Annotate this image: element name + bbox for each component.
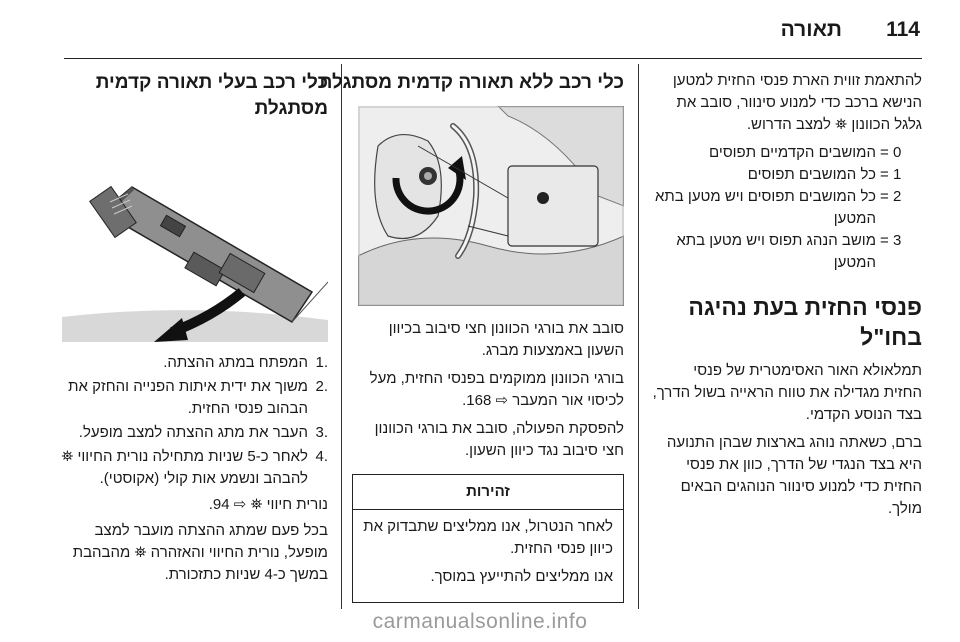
load-level-key: 0 = [880,144,902,161]
header-rule [64,58,922,59]
load-level-list [652,142,922,274]
caution-title: זהירות [353,475,623,510]
step-item [52,352,328,374]
step-number: .4 [315,448,328,465]
headlight-range-intro: להתאמת זווית הארת פנסי החזית למטען הנישא ברכב כדי למנוע סינוור, סובב את גלגל הכוונון ⛯ למצב הדרוש. [672,72,922,133]
headlamp-engine-bay-drawing [358,106,624,306]
turn-signal-lever-illustration [62,142,328,342]
load-level-text: המושבים הקדמיים תפוסים [709,144,876,161]
load-level-item [652,142,922,164]
abroad-paragraph-1: תמלאולא האור האסימטרית של פנסי החזית מגדילה את טווח הראייה בשול הדרך, בצד הנוסע הקדמי. [652,362,922,423]
column-divider-right [638,64,639,609]
adjust-paragraph-3: להפסקת הפעולה, סובב את בורגי הכוונון חצי סיבוב נגד כיוון השעון. [374,420,624,459]
page-number: 114 [886,18,920,41]
abroad-paragraph-2: ברם, כשאתה נוהג בארצות שבהן התנועה היא בצד הנגדי של הדרך, כוון את פנסי החזית כדי למנוע סינוור הנוהגים הבאים מולך. [666,434,922,517]
step-number: .2 [315,378,328,395]
step-text: לאחר כ-5 שניות מתחילה נורית החיווי ⛯ להבהב ונשמע אות קולי (אקוסטי). [61,448,308,487]
headlamp-adjust-screw-illustration [358,106,624,306]
step-item [52,376,328,420]
load-level-text: כל המושבים תפוסים ויש מטען בתא המטען [655,188,876,227]
load-level-item [652,230,922,274]
column-divider-left [341,64,342,609]
watermark: carmanualsonline.info [372,610,588,633]
load-level-key: 1 = [880,166,902,183]
turn-signal-lever-drawing [62,142,328,342]
load-level-key: 2 = [880,188,902,205]
load-level-text: כל המושבים תפוסים [747,166,876,183]
adjust-paragraph-1: סובב את בורגי הכוונון חצי סיבוב בכיוון השעון באמצעות מברג. [388,320,624,359]
section-heading-no-afl: כלי רכב ללא תאורה קדמית מסתגלת [318,72,624,93]
middle-column [318,70,624,603]
activation-steps [52,352,328,490]
section-heading-afl: כלי רכב בעלי תאורה קדמית מסתגלת [95,72,328,119]
load-level-item [652,164,922,186]
step-text: משוך את ידית איתות הפנייה והחזק את הבהוב פנסי החזית. [68,378,308,417]
adjust-paragraph-2: בורגי הכוונון ממוקמים בפנסי החזית, מעל לכיסוי אור המעבר ⇨ 168. [369,370,624,409]
caution-body [353,510,623,602]
step-item [52,422,328,444]
load-level-text: מושב הנהג תפוס ויש מטען בתא המטען [676,232,876,271]
step-number: .3 [315,424,328,441]
right-column [652,70,922,526]
indicator-reminder-note: בכל פעם שמתג ההצתה מועבר למצב מופעל, נורית החיווי והאזהרה ⛯ מהבהבת במשך כ-4 שניות כתזכורת. [72,522,328,583]
step-item [52,446,328,490]
step-text: המפתח במתג ההצתה. [163,354,308,371]
step-number: .1 [315,354,328,371]
page-header-title: תאורה [780,18,842,41]
left-column [52,70,328,586]
caution-box [352,474,624,603]
load-level-item [652,186,922,230]
step-text: העבר את מתג ההצתה למצב מופעל. [78,424,308,441]
section-heading-abroad: פנסי החזית בעת נהיגה בחו"ל [688,294,922,350]
caution-paragraph-1: לאחר הנטרול, אנו ממליצים שתבדוק את כיוון פנסי החזית. [363,518,613,557]
indicator-reference: נורית חיווי ⛯ ⇨ 94. [208,496,328,513]
load-level-key: 3 = [880,232,902,249]
caution-paragraph-2: אנו ממליצים להתייעץ במוסך. [430,568,613,585]
